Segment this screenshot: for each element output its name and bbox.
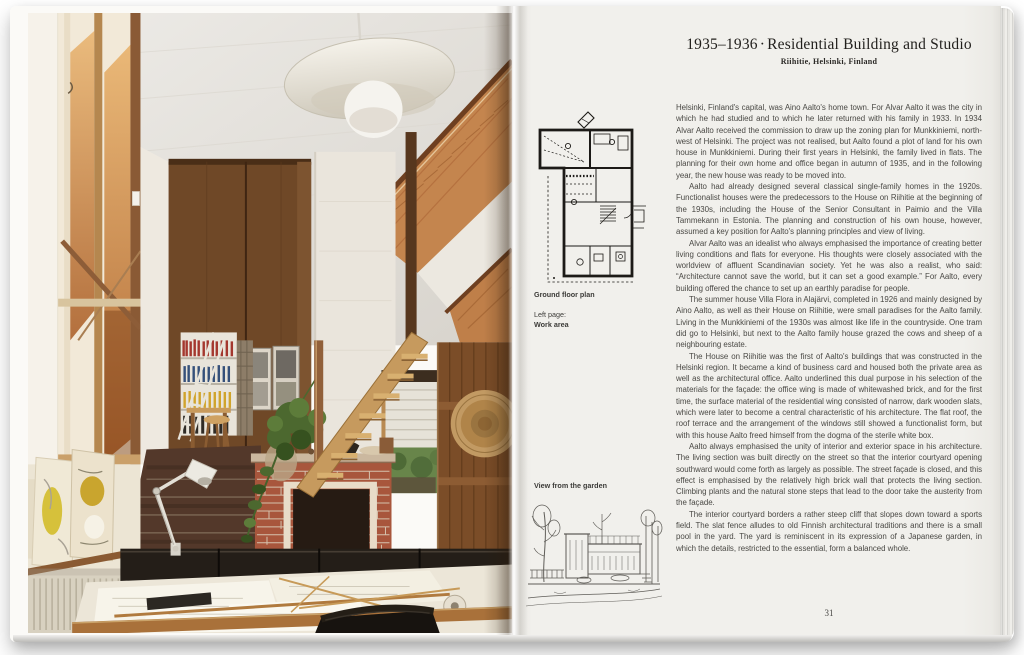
left-page [10,6,512,642]
page-edge-right [1000,8,1014,639]
ground-floor-plan-drawing [534,106,652,288]
gutter-shadow-overlay [484,13,512,633]
caption-left-page-label: Left page: [534,310,566,319]
book-spread [10,6,1014,642]
chapter-years: 1935–1936 [686,36,758,53]
chapter-header [676,36,982,66]
body-paragraph: Aalto always emphasised the unity of interior and exterior space in his architecture. The living section was built directly on the street so that the interior courtyard opening southward would come forth as largely as possible. The street façade is closed, and this effect is emphasised by the relatively high brick wall that protects the living section. Climbing plants and the natural stone steps that lead to the door take the austerity from the façade. [676,441,982,508]
body-paragraph: The interior courtyard borders a rather steep cliff that slopes down toward a sports field. The slat fence alludes to old Finnish architectural traditions and there is a small pool in the yard. The yard is reminiscent in its expression of a Japanese garden, in which the details, restricted to the essential, form a balanced whole. [676,509,982,553]
page-edge-bottom [13,635,1012,642]
body-paragraph: Alvar Aalto was an idealist who always emphasised the importance of creating better living conditions and flats for everyone. His thoughts were closely associated with the worldview of affluent Scandinavian society. Yet he was also a realist, who said: “Architecture cannot save the world, but it can set a good example.” For Aalto, every building offered the chance to set up an earthly paradise for people. [676,238,982,293]
caption-garden-view: View from the garden [534,481,607,490]
white-wall [140,147,168,464]
light-switch [132,192,139,206]
chapter-title [676,36,982,54]
right-page [512,6,1001,642]
body-paragraph: The summer house Villa Flora in Alajärvi, completed in 1926 and mainly designed by Aino Aalto, as well as their House on Riihitie, were small paradises for the Aalto family. Living in the Munkkiniemi of the 1930s was almost like life in the countryside. One tram did go to Helsinki, but next to the Aalto family house grazed the cows and sheep of a neighbouring estate. [676,295,982,350]
garden-elevation-sketch [524,500,664,622]
caption-left-page [534,310,664,330]
ground-floor-plan-figure [534,106,652,288]
title-separator-dot: · [759,36,766,53]
metal-grid [237,340,253,435]
caption-ground-floor-plan: Ground floor plan [534,290,595,299]
page-number: 31 [824,608,834,618]
wood-post [406,132,417,342]
garden-view-figure [524,500,664,620]
studio-photo-drawing [28,13,512,633]
studio-photograph [28,13,512,633]
framed-photos [247,346,299,409]
chapter-name: Residential Building and Studio [767,36,972,53]
body-paragraph: Aalto had already designed several classical single-family homes in the 1920s. Functionalist houses were the predecessors to the House on Riihitie at the beginning of the 1930s, including the House of the Senior Consultant in Paimio and the Villa Tammekann in Estonia. The planning and construction of his own house, however, assumed a key position for Aalto's planning principles and view of living. [676,182,982,237]
body-text [676,102,982,554]
body-paragraph: The House on Riihitie was the first of Aalto's buildings that was constructed in the Helsinki region. It became a kind of business card and housed both the private area as well as the architectural office. Aalto underlined this dual purpose in his selection of the materials for the façade: the office wing is made of whitewashed brick, and for the first time, the surface material of the residential wing consisted of narrow, dark wooden slats, which were later to become a central characteristic of his architecture. The flat roof, the roof terrace and the arrangement of the windows still showed a functionalist form, but with this house Aalto freed himself from the dogma of the sterile white box. [676,351,982,440]
chapter-location: Riihitie, Helsinki, Finland [780,57,878,66]
body-paragraph: Helsinki, Finland's capital, was Aino Aalto's home town. For Alvar Aalto it was the city in which he had studied and to which he later returned with his family in 1933. In 1934 Alvar Aalto received the commission to draw up the zoning plan for Munkkiniemi, north-west of Helsinki. The project was not realised, but Aalto found a plot of land for his own house in Munkkiniemi. During their first years in Helsinki, the family lived in flats. The planning for their own home and office began in autumn of 1935, and in the following year, the new house was ready to be moved into. [676,103,982,180]
caption-left-page-subject: Work area [534,320,569,329]
